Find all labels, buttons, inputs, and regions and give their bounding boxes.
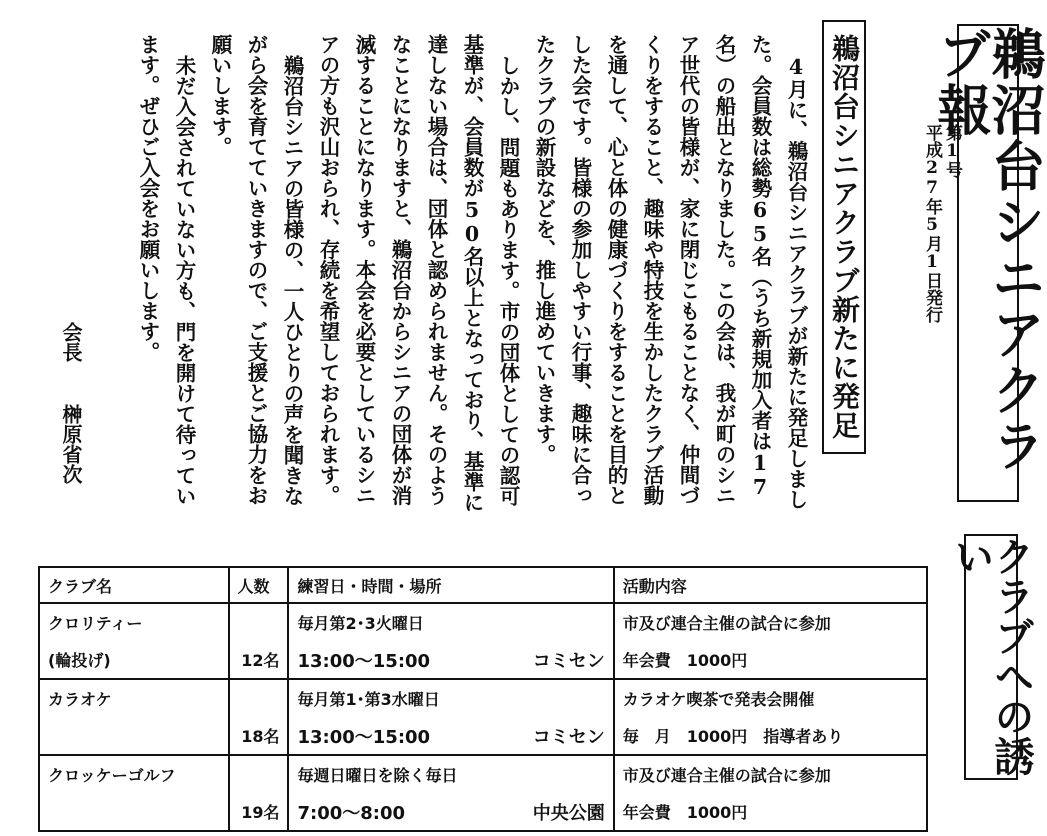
article-headline: 鵜沼台シニアクラブ新たに発足 [828, 34, 861, 440]
member-count: 12名 [229, 641, 289, 679]
club-name: クロッケーゴルフ [39, 755, 229, 793]
table-header-row [39, 567, 927, 603]
article-headline-box [822, 20, 866, 454]
club-table [38, 566, 928, 832]
club-name-sub [39, 793, 229, 831]
article-body [58, 34, 814, 514]
club-name: クロリティー [39, 603, 229, 641]
activity-description: 市及び連合主催の試合に参加 [614, 755, 927, 793]
table-row [39, 603, 927, 641]
schedule-time-place [288, 717, 613, 755]
article-paragraph-4: 未だ入会されていない方も、門を開けて待っています。ぜひご入会をお願いします。 [136, 34, 196, 506]
club-invite-title: クラブへの誘い [948, 536, 1035, 776]
article-paragraph-1: 4月に、鵜沼台シニアクラブが新たに発足しました。会員数は総勢65名（うち新規加入者は17名）の船出となりました。この会は、我が町のシニア世代の皆様が、家に閉じこもることなく、仲間づくりをすること、趣味や特技を生かしたクラブ活動を通して、心と体の健康づくりをすることを目的とした会です。皆様の参加しやすい行事、趣味に合ったクラブの新設などを、推し進めていきます。 [532, 34, 808, 509]
table-row [39, 717, 927, 755]
newsletter-title: 鵜沼台シニアクラブ報 [929, 26, 1047, 474]
activity-fee: 毎 月 1000円 指導者あり [614, 717, 927, 755]
header-activity: 活動内容 [614, 567, 927, 603]
signature [58, 322, 84, 502]
table-row [39, 755, 927, 793]
schedule-time: 7:00～8:00 [297, 802, 406, 824]
table-row [39, 679, 927, 717]
table-row [39, 641, 927, 679]
issue-date: 平成27年5月1日発行 [922, 124, 942, 323]
header-members: 人数 [229, 567, 289, 603]
member-count: 19名 [229, 793, 289, 831]
issue-number: 第1号 [942, 124, 962, 178]
header-schedule: 練習日・時間・場所 [288, 567, 613, 603]
club-invite-box [948, 534, 1035, 780]
schedule-time-place [288, 793, 613, 831]
club-name: カラオケ [39, 679, 229, 717]
member-count: 18名 [229, 717, 289, 755]
member-count-empty [229, 603, 289, 641]
schedule-time: 13:00～15:00 [297, 650, 431, 672]
activity-description: 市及び連合主催の試合に参加 [614, 603, 927, 641]
signature-title: 会長 [59, 322, 83, 362]
article-paragraph-2: しかし、問題もあります。市の団体としての認可基準が、会員数が50名以上となっており、基準に達しない場合は、団体と認められません。そのようなことになりますと、鵜沼台からシニアの団体が消滅することになります。本会を必要としているシニアの方も沢山おられ、存続を希望しておられます。 [316, 34, 520, 513]
club-name-sub: (輪投げ) [39, 641, 229, 679]
header-club-name: クラブ名 [39, 567, 229, 603]
activity-fee: 年会費 1000円 [614, 641, 927, 679]
schedule-day: 毎週日曜日を除く毎日 [288, 755, 613, 793]
article-paragraph-3: 鵜沼台シニアの皆様の、一人ひとりの声を聞きながら会を育てていきますので、ご支援とご協力をお願いします。 [208, 34, 304, 506]
schedule-day: 毎月第2･3火曜日 [288, 603, 613, 641]
schedule-place: 中央公園 [532, 802, 605, 824]
schedule-time-place [288, 641, 613, 679]
schedule-place: コミセン [532, 650, 605, 672]
signature-name: 榊原省次 [59, 404, 83, 484]
activity-description: カラオケ喫茶で発表会開催 [614, 679, 927, 717]
schedule-time: 13:00～15:00 [297, 726, 431, 748]
member-count-empty [229, 755, 289, 793]
table-row [39, 793, 927, 831]
issue-info [922, 124, 962, 464]
club-name-sub [39, 717, 229, 755]
schedule-day: 毎月第1･第3水曜日 [288, 679, 613, 717]
schedule-place: コミセン [532, 726, 605, 748]
activity-fee: 年会費 1000円 [614, 793, 927, 831]
member-count-empty [229, 679, 289, 717]
